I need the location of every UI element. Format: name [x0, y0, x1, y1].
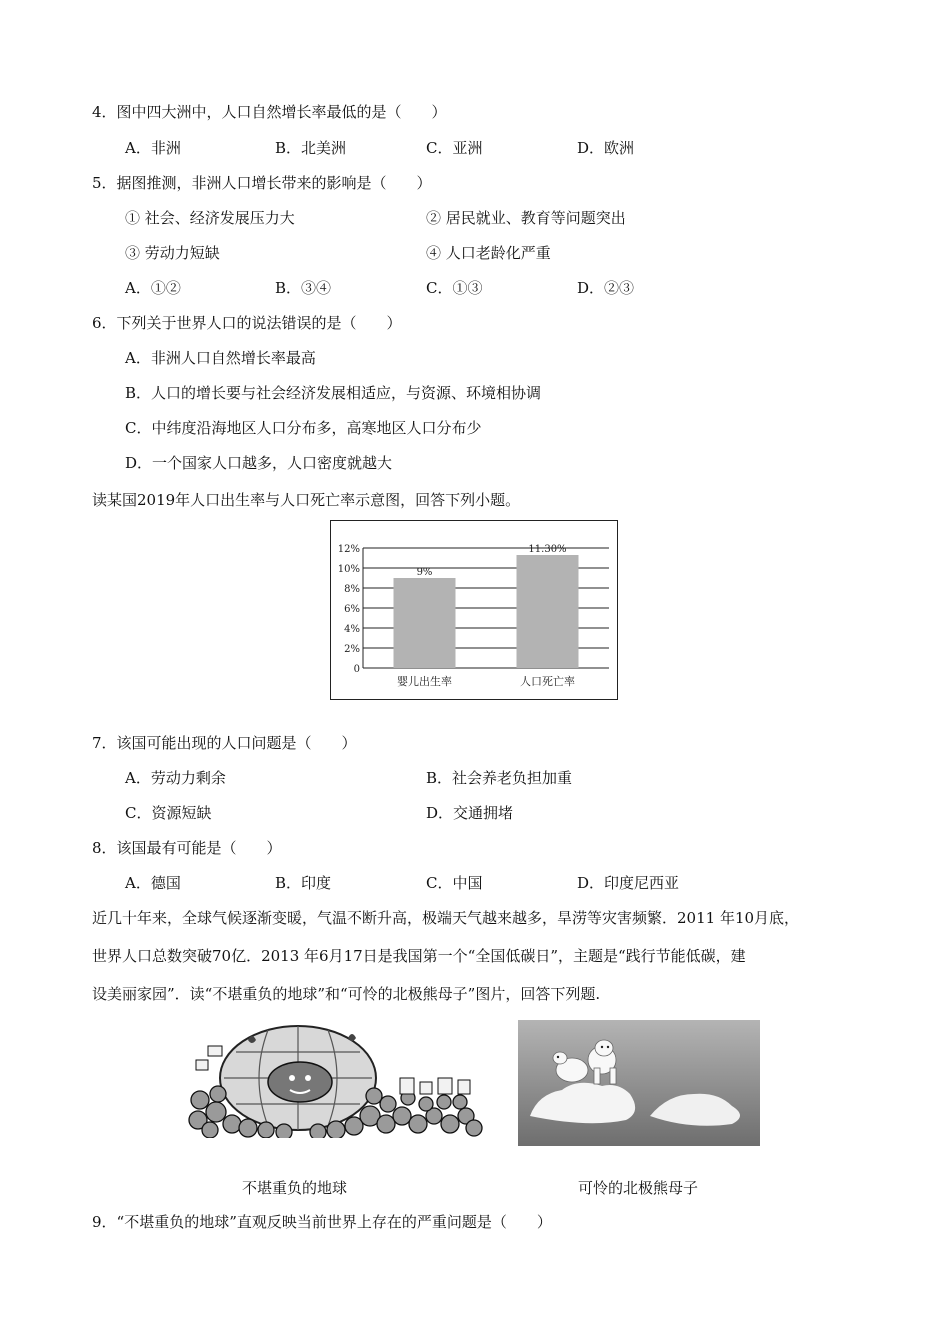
q6-option-c: C．中纬度沿海地区人口分布多，高寒地区人口分布少 [125, 419, 482, 437]
overburdened-earth-image [188, 1020, 484, 1138]
q6-stem: 6．下列关于世界人口的说法错误的是（ ） [92, 314, 402, 332]
q4-option-d: D．欧洲 [577, 139, 635, 157]
x-tick-label: 婴儿出生率 [397, 675, 452, 688]
q5-option-b: B．③④ [275, 279, 332, 297]
q9-stem: 9．“不堪重负的地球”直观反映当前世界上存在的严重问题是（ ） [92, 1213, 552, 1231]
q7-stem: 7．该国可能出现的人口问题是（ ） [92, 734, 357, 752]
q4-option-c: C．亚洲 [426, 139, 483, 157]
q6-option-a: A．非洲人口自然增长率最高 [125, 349, 316, 367]
intro2-line3: 设美丽家园”．读“不堪重负的地球”和“可怜的北极熊母子”图片，回答下列题. [92, 985, 601, 1003]
q7-option-d: D．交通拥堵 [426, 804, 514, 822]
q8-option-c: C．中国 [426, 874, 483, 892]
x-tick-label: 人口死亡率 [520, 675, 575, 688]
q8-stem: 8．该国最有可能是（ ） [92, 839, 282, 857]
polar-bear-image [518, 1020, 760, 1146]
birth-death-rate-chart [330, 520, 618, 700]
q4-stem: 4．图中四大洲中，人口自然增长率最低的是（ ） [92, 103, 447, 121]
q8-option-d: D．印度尼西亚 [577, 874, 680, 892]
q5-item-2: ② 居民就业、教育等问题突出 [426, 209, 626, 227]
earth-caption: 不堪重负的地球 [242, 1179, 348, 1197]
intro2-line2: 世界人口总数突破70亿．2013 年6月17日是我国第一个“全国低碳日”，主题是“践行节能低碳，建 [92, 947, 746, 965]
q8-option-a: A．德国 [125, 874, 181, 892]
q5-item-1: ① 社会、经济发展压力大 [125, 209, 295, 227]
q5-option-a: A．①② [125, 279, 181, 297]
y-tick-label: 4% [344, 624, 360, 635]
q5-item-4: ④ 人口老龄化严重 [426, 244, 551, 262]
q4-option-a: A．非洲 [125, 139, 181, 157]
y-tick-label: 2% [344, 644, 360, 655]
q7-option-a: A．劳动力剩余 [125, 769, 226, 787]
chart-svg [331, 521, 619, 701]
q5-option-d: D．②③ [577, 279, 635, 297]
q8-option-b: B．印度 [275, 874, 332, 892]
q5-stem: 5．据图推测，非洲人口增长带来的影响是（ ） [92, 174, 432, 192]
q4-option-b: B．北美洲 [275, 139, 347, 157]
y-tick-label: 10% [337, 564, 360, 575]
q7-option-c: C．资源短缺 [125, 804, 212, 822]
bar-2 [517, 555, 579, 668]
q7-option-b: B．社会养老负担加重 [426, 769, 573, 787]
y-tick-label: 12% [337, 544, 360, 555]
y-tick-label: 8% [344, 584, 360, 595]
chart-intro: 读某国2019年人口出生率与人口死亡率示意图，回答下列小题。 [92, 491, 521, 509]
q5-item-3: ③ 劳动力短缺 [125, 244, 220, 262]
y-tick-label: 0 [353, 664, 360, 675]
q5-option-c: C．①③ [426, 279, 483, 297]
intro2-line1: 近几十年来，全球气候逐渐变暖，气温不断升高，极端天气越来越多，旱涝等灾害频繁．2011 年10月底， [92, 909, 800, 927]
bar-1 [394, 578, 456, 668]
bear-caption: 可怜的北极熊母子 [578, 1179, 699, 1197]
data-label: 11.30% [528, 544, 567, 555]
q6-option-b: B．人口的增长要与社会经济发展相适应，与资源、环境相协调 [125, 384, 542, 402]
y-tick-label: 6% [344, 604, 360, 615]
data-label: 9% [416, 567, 433, 578]
q6-option-d: D．一个国家人口越多，人口密度就越大 [125, 454, 393, 472]
